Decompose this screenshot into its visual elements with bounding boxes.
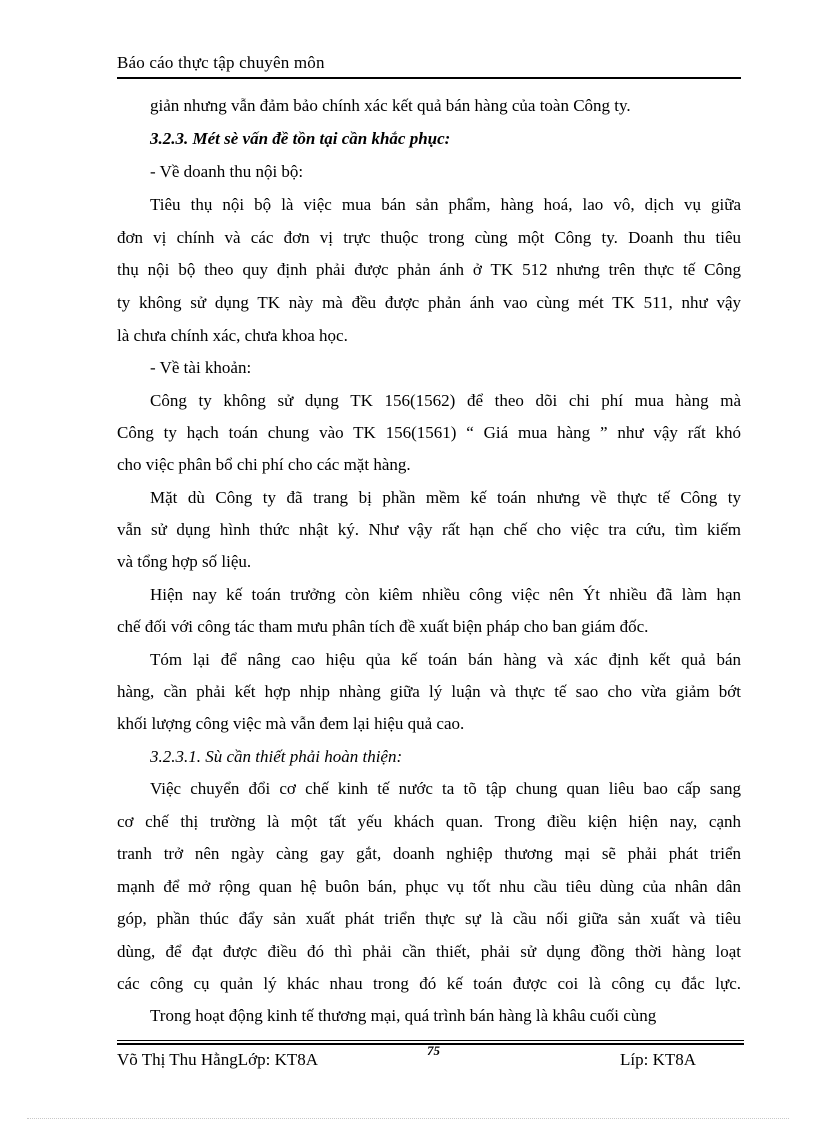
text-line-18: Tóm lại để nâng cao hiệu qủa kế toán bán hàng và xác định kết quả bán [150, 650, 741, 669]
footer-class: Líp: KT8A [620, 1050, 697, 1069]
footer-divider-top [117, 1040, 744, 1041]
text-line-3: - Về doanh thu nội bộ: [150, 162, 304, 181]
section-heading-3-2-3: 3.2.3. Mét sè vấn đề tồn tại cần khắc phục: [150, 129, 451, 148]
text-line-13: Mặt dù Công ty đã trang bị phần mềm kế toán nhưng về thực tế Công ty [150, 488, 741, 507]
text-line-11: Công ty hạch toán chung vào TK 156(1561) “ Giá mua hàng ” như vậy rất khó [117, 423, 741, 442]
text-line-17: chế đối với công tác tham mưu phân tích đề xuất biện pháp cho ban giám đốc. [117, 617, 649, 636]
text-line-15: và tổng hợp số liệu. [117, 552, 252, 571]
text-line-9: - Về tài khoản: [150, 358, 252, 377]
text-line-22: Việc chuyển đổi cơ chế kinh tế nước ta tõ tập chung quan liêu bao cấp sang [150, 779, 741, 798]
text-line-4: Tiêu thụ nội bộ là việc mua bán sản phẩm, hàng hoá, lao vô, dịch vụ giữa [150, 195, 741, 214]
page-bottom-guide [27, 1118, 789, 1119]
text-line-28: các công cụ quản lý khác nhau trong đó kế toán được coi là công cụ đắc lực. [117, 974, 741, 993]
text-line-6: thụ nội bộ theo quy định phải được phản ánh ở TK 512 nhưng trên thực tế Công [117, 260, 741, 279]
text-line-27: dùng, để đạt được điều đó thì phải cần thiết, phải sử dụng đồng thời hàng loạt [117, 942, 741, 961]
text-line-20: khối lượng công việc mà vẫn đem lại hiệu quả cao. [117, 714, 465, 733]
text-line-5: đơn vị chính và các đơn vị trực thuộc trong cùng một Công ty. Doanh thu tiêu [117, 228, 741, 247]
text-line-1: giản nhưng vẫn đảm bảo chính xác kết quả bán hàng của toàn Công ty. [150, 96, 631, 115]
text-line-25: mạnh để mở rộng quan hệ buôn bán, phục vụ tốt nhu cầu tiêu dùng của nhân dân [117, 877, 741, 896]
page-header-title: Báo cáo thực tập chuyên môn [117, 53, 325, 72]
text-line-23: cơ chế thị trường là một tất yếu khách quan. Trong điều kiện hiện nay, cạnh [117, 812, 741, 831]
text-line-16: Hiện nay kế toán trưởng còn kiêm nhiều công việc nên Ýt nhiều đã làm hạn [150, 585, 741, 604]
footer-author: Võ Thị Thu HằngLớp: KT8A [117, 1050, 319, 1069]
page-number: 75 [427, 1043, 440, 1058]
header-divider [117, 77, 741, 79]
section-heading-3-2-3-1: 3.2.3.1. Sù cần thiết phải hoàn thiện: [150, 747, 403, 766]
text-line-8: là chưa chính xác, chưa khoa học. [117, 326, 348, 345]
text-line-10: Công ty không sử dụng TK 156(1562) để theo dõi chi phí mua hàng mà [150, 391, 741, 410]
text-line-14: vẫn sử dụng hình thức nhật ký. Như vậy rất hạn chế cho việc tra cứu, tìm kiếm [117, 520, 741, 539]
text-line-24: tranh trở nên ngày càng gay gắt, doanh nghiệp thương mại sẽ phải phát triển [117, 844, 741, 863]
text-line-12: cho việc phân bổ chi phí cho các mặt hàng. [117, 455, 411, 474]
text-line-29: Trong hoạt động kinh tế thương mại, quá trình bán hàng là khâu cuối cùng [150, 1006, 657, 1025]
text-line-26: góp, phần thúc đẩy sản xuất phát triển thực sự là cầu nối giữa sản xuất và tiêu [117, 909, 741, 928]
text-line-19: hàng, cần phải kết hợp nhịp nhàng giữa lý luận và thực tế sao cho vừa giảm bớt [117, 682, 741, 701]
text-line-7: ty không sử dụng TK này mà đều được phản ánh vao cùng mét TK 511, như vậy [117, 293, 741, 312]
